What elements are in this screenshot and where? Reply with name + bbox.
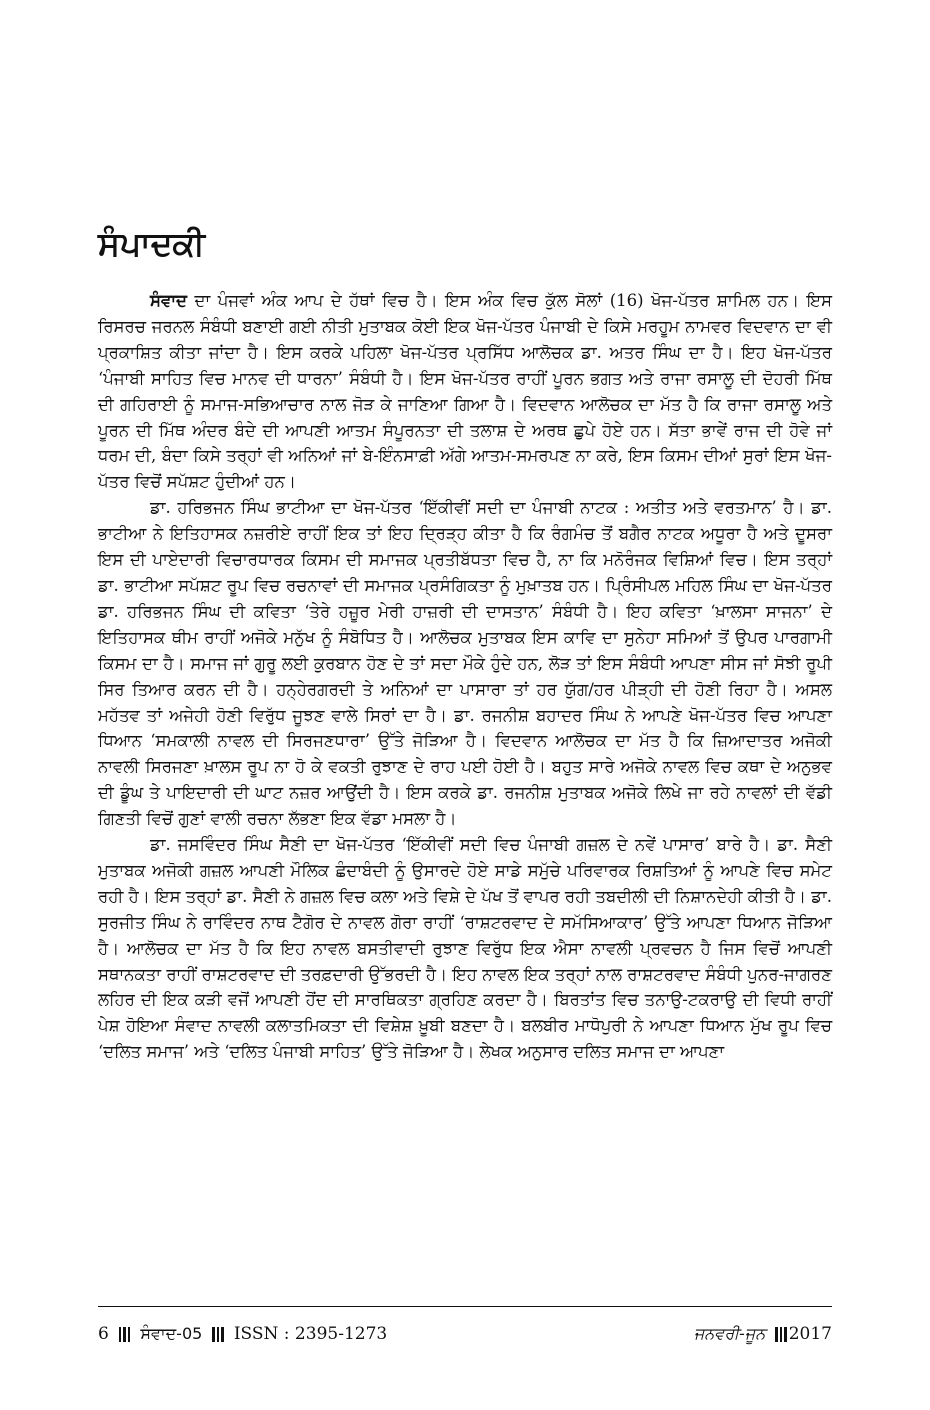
paragraph [98, 288, 832, 495]
triple-bar-icon [119, 1327, 131, 1342]
issue-period: ਜਨਵਰੀ-ਜੂਨ [693, 1324, 766, 1343]
page-footer [98, 1322, 832, 1346]
page-number: 6 [98, 1324, 109, 1344]
triple-bar-icon [775, 1327, 787, 1342]
issue-year: 2017 [788, 1324, 832, 1344]
paragraph [98, 832, 832, 1065]
paragraph-text: ਦਾ ਪੰਜਵਾਂ ਅੰਕ ਆਪ ਦੇ ਹੱਥਾਂ ਵਿਚ ਹੈ। ਇਸ ਅੰਕ ਵਿਚ ਕੁੱਲ ਸੋਲਾਂ (16) ਖੋਜ-ਪੱਤਰ ਸ਼ਾਮਿਲ ਹਨ। ਇਸ ਰਿਸਰਚ ਜਰਨਲ ਸੰਬੰਧੀ ਬਣਾਈ ਗਈ ਨੀਤੀ ਮੁਤਾਬਕ ਕੋਈ ਇਕ ਖੋਜ-ਪੱਤਰ ਪੰਜਾਬੀ ਦੇ ਕਿਸੇ ਮਰਹੂਮ ਨਾਮਵਰ ਵਿਦਵਾਨ ਦਾ ਵੀ ਪ੍ਰਕਾਸ਼ਿਤ ਕੀਤਾ ਜਾਂਦਾ ਹੈ। ਇਸ ਕਰਕੇ ਪਹਿਲਾ ਖੋਜ-ਪੱਤਰ ਪ੍ਰਸਿੱਧ ਆਲੋਚਕ ਡਾ. ਅਤਰ ਸਿੰਘ ਦਾ ਹੈ। ਇਹ ਖੋਜ-ਪੱਤਰ ‘ਪੰਜਾਬੀ ਸਾਹਿਤ ਵਿਚ ਮਾਨਵ ਦੀ ਧਾਰਨਾ’ ਸੰਬੰਧੀ ਹੈ। ਇਸ ਖੋਜ-ਪੱਤਰ ਰਾਹੀਂ ਪੂਰਨ ਭਗਤ ਅਤੇ ਰਾਜਾ ਰਸਾਲੂ ਦੀ ਦੋਹਰੀ ਮਿੱਥ ਦੀ ਗਹਿਰਾਈ ਨੂੰ ਸਮਾਜ-ਸਭਿਆਚਾਰ ਨਾਲ ਜੋੜ ਕੇ ਜਾਣਿਆ ਗਿਆ ਹੈ। ਵਿਦਵਾਨ ਆਲੋਚਕ ਦਾ ਮੱਤ ਹੈ ਕਿ ਰਾਜਾ ਰਸਾਲੂ ਅਤੇ ਪੂਰਨ ਦੀ ਮਿੱਥ ਅੰਦਰ ਬੰਦੇ ਦੀ ਆਪਣੀ ਆਤਮ ਸੰਪੂਰਨਤਾ ਦੀ ਤਲਾਸ਼ ਦੇ ਅਰਥ ਛੁਪੇ ਹੋਏ ਹਨ। ਸੱਤਾ ਭਾਵੇਂ ਰਾਜ ਦੀ ਹੋਵੇ ਜਾਂ ਧਰਮ ਦੀ, ਬੰਦਾ ਕਿਸੇ ਤਰ੍ਹਾਂ ਵੀ ਅਨਿਆਂ ਜਾਂ ਬੇ-ਇੰਨਸਾਫ਼ੀ ਅੱਗੇ ਆਤਮ-ਸਮਰਪਣ ਨਾ ਕਰੇ, ਇਸ ਕਿਸਮ ਦੀਆਂ ਸੁਰਾਂ ਇਸ ਖੋਜ-ਪੱਤਰ ਵਿਚੋਂ ਸਪੱਸ਼ਟ ਹੁੰਦੀਆਂ ਹਨ। [98, 291, 832, 492]
triple-bar-icon [212, 1327, 224, 1342]
paragraph [98, 495, 832, 832]
paragraph-text: ਡਾ. ਹਰਿਭਜਨ ਸਿੰਘ ਭਾਟੀਆ ਦਾ ਖੋਜ-ਪੱਤਰ ‘ਇੱਕੀਵੀਂ ਸਦੀ ਦਾ ਪੰਜਾਬੀ ਨਾਟਕ : ਅਤੀਤ ਅਤੇ ਵਰਤਮਾਨ’ ਹੈ। ਡਾ. ਭਾਟੀਆ ਨੇ ਇਤਿਹਾਸਕ ਨਜ਼ਰੀਏ ਰਾਹੀਂ ਇਕ ਤਾਂ ਇਹ ਦ੍ਰਿੜ੍ਹ ਕੀਤਾ ਹੈ ਕਿ ਰੰਗਮੰਚ ਤੋਂ ਬਗੈਰ ਨਾਟਕ ਅਧੂਰਾ ਹੈ ਅਤੇ ਦੂਸਰਾ ਇਸ ਦੀ ਪਾਏਦਾਰੀ ਵਿਚਾਰਧਾਰਕ ਕਿਸਮ ਦੀ ਸਮਾਜਕ ਪ੍ਰਤੀਬੱਧਤਾ ਵਿਚ ਹੈ, ਨਾ ਕਿ ਮਨੋਰੰਜਕ ਵਿਸ਼ਿਆਂ ਵਿਚ। ਇਸ ਤਰ੍ਹਾਂ ਡਾ. ਭਾਟੀਆ ਸਪੱਸ਼ਟ ਰੂਪ ਵਿਚ ਰਚਨਾਵਾਂ ਦੀ ਸਮਾਜਕ ਪ੍ਰਸੰਗਿਕਤਾ ਨੂੰ ਮੁਖ਼ਾਤਬ ਹਨ। ਪ੍ਰਿੰਸੀਪਲ ਮਹਿਲ ਸਿੰਘ ਦਾ ਖੋਜ-ਪੱਤਰ ਡਾ. ਹਰਿਭਜਨ ਸਿੰਘ ਦੀ ਕਵਿਤਾ ‘ਤੇਰੇ ਹਜ਼ੂਰ ਮੇਰੀ ਹਾਜ਼ਰੀ ਦੀ ਦਾਸਤਾਨ’ ਸੰਬੰਧੀ ਹੈ। ਇਹ ਕਵਿਤਾ ‘ਖ਼ਾਲਸਾ ਸਾਜਨਾ’ ਦੇ ਇਤਿਹਾਸਕ ਥੀਮ ਰਾਹੀਂ ਅਜੋਕੇ ਮਨੁੱਖ ਨੂੰ ਸੰਬੋਧਿਤ ਹੈ। ਆਲੋਚਕ ਮੁਤਾਬਕ ਇਸ ਕਾਵਿ ਦਾ ਸੁਨੇਹਾ ਸਮਿਆਂ ਤੋਂ ਉਪਰ ਪਾਰਗਾਮੀ ਕਿਸਮ ਦਾ ਹੈ। ਸਮਾਜ ਜਾਂ ਗੁਰੂ ਲਈ ਕੁਰਬਾਨ ਹੋਣ ਦੇ ਤਾਂ ਸਦਾ ਮੌਕੇ ਹੁੰਦੇ ਹਨ, ਲੋੜ ਤਾਂ ਇਸ ਸੰਬੰਧੀ ਆਪਣਾ ਸੀਸ ਜਾਂ ਸੋਝੀ ਰੂਪੀ ਸਿਰ ਤਿਆਰ ਕਰਨ ਦੀ ਹੈ। ਹਨ੍ਹੇਰਗਰਦੀ ਤੇ ਅਨਿਆਂ ਦਾ ਪਾਸਾਰਾ ਤਾਂ ਹਰ ਯੁੱਗ/ਹਰ ਪੀੜ੍ਹੀ ਦੀ ਹੋਣੀ ਰਿਹਾ ਹੈ। ਅਸਲ ਮਹੱਤਵ ਤਾਂ ਅਜੇਹੀ ਹੋਣੀ ਵਿਰੁੱਧ ਜੂਝਣ ਵਾਲੇ ਸਿਰਾਂ ਦਾ ਹੈ। ਡਾ. ਰਜਨੀਸ਼ ਬਹਾਦਰ ਸਿੰਘ ਨੇ ਆਪਣੇ ਖੋਜ-ਪੱਤਰ ਵਿਚ ਆਪਣਾ ਧਿਆਨ ‘ਸਮਕਾਲੀ ਨਾਵਲ ਦੀ ਸਿਰਜਣਧਾਰਾ’ ਉੱਤੇ ਜੋੜਿਆ ਹੈ। ਵਿਦਵਾਨ ਆਲੋਚਕ ਦਾ ਮੱਤ ਹੈ ਕਿ ਜ਼ਿਆਦਾਤਰ ਅਜੋਕੀ ਨਾਵਲੀ ਸਿਰਜਣਾ ਖ਼ਾਲਸ ਰੂਪ ਨਾ ਹੋ ਕੇ ਵਕਤੀ ਰੁਝਾਣ ਦੇ ਰਾਹ ਪਈ ਹੋਈ ਹੈ। ਬਹੁਤ ਸਾਰੇ ਅਜੋਕੇ ਨਾਵਲ ਵਿਚ ਕਥਾ ਦੇ ਅਨੁਭਵ ਦੀ ਡੂੰਘ ਤੇ ਪਾਇਦਾਰੀ ਦੀ ਘਾਟ ਨਜ਼ਰ ਆਉਂਦੀ ਹੈ। ਇਸ ਕਰਕੇ ਡਾ. ਰਜਨੀਸ਼ ਮੁਤਾਬਕ ਅਜੋਕੇ ਲਿਖੇ ਜਾ ਰਹੇ ਨਾਵਲਾਂ ਦੀ ਵੱਡੀ ਗਿਣਤੀ ਵਿਚੋਂ ਗੁਣਾਂ ਵਾਲੀ ਰਚਨਾ ਲੱਭਣਾ ਇਕ ਵੱਡਾ ਮਸਲਾ ਹੈ। [98, 498, 833, 829]
issn-number: ISSN : 2395-1273 [233, 1324, 388, 1344]
footer-left [98, 1322, 387, 1346]
footer-divider [98, 1306, 832, 1307]
paragraph-text: ਡਾ. ਜਸਵਿੰਦਰ ਸਿੰਘ ਸੈਣੀ ਦਾ ਖੋਜ-ਪੱਤਰ ‘ਇੱਕੀਵੀਂ ਸਦੀ ਵਿਚ ਪੰਜਾਬੀ ਗਜ਼ਲ ਦੇ ਨਵੇਂ ਪਾਸਾਰ’ ਬਾਰੇ ਹੈ। ਡਾ. ਸੈਣੀ ਮੁਤਾਬਕ ਅਜੋਕੀ ਗਜ਼ਲ ਆਪਣੀ ਮੌਲਿਕ ਛੰਦਾਬੰਦੀ ਨੂੰ ਉਸਾਰਦੇ ਹੋਏ ਸਾਡੇ ਸਮੁੱਚੇ ਪਰਿਵਾਰਕ ਰਿਸ਼ਤਿਆਂ ਨੂੰ ਆਪਣੇ ਵਿਚ ਸਮੇਟ ਰਹੀ ਹੈ। ਇਸ ਤਰ੍ਹਾਂ ਡਾ. ਸੈਣੀ ਨੇ ਗਜ਼ਲ ਵਿਚ ਕਲਾ ਅਤੇ ਵਿਸ਼ੇ ਦੇ ਪੱਖ ਤੋਂ ਵਾਪਰ ਰਹੀ ਤਬਦੀਲੀ ਦੀ ਨਿਸ਼ਾਨਦੇਹੀ ਕੀਤੀ ਹੈ। ਡਾ. ਸੁਰਜੀਤ ਸਿੰਘ ਨੇ ਰਾਵਿੰਦਰ ਨਾਥ ਟੈਗੋਰ ਦੇ ਨਾਵਲ ਗੋਰਾ ਰਾਹੀਂ ‘ਰਾਸ਼ਟਰਵਾਦ ਦੇ ਸਮੱਸਿਆਕਾਰ’ ਉੱਤੇ ਆਪਣਾ ਧਿਆਨ ਜੋੜਿਆ ਹੈ। ਆਲੋਚਕ ਦਾ ਮੱਤ ਹੈ ਕਿ ਇਹ ਨਾਵਲ ਬਸਤੀਵਾਦੀ ਰੁਝਾਣ ਵਿਰੁੱਧ ਇਕ ਐਸਾ ਨਾਵਲੀ ਪ੍ਰਵਚਨ ਹੈ ਜਿਸ ਵਿਚੋਂ ਆਪਣੀ ਸਥਾਨਕਤਾ ਰਾਹੀਂ ਰਾਸ਼ਟਰਵਾਦ ਦੀ ਤਰਫ਼ਦਾਰੀ ਉੱਭਰਦੀ ਹੈ। ਇਹ ਨਾਵਲ ਇਕ ਤਰ੍ਹਾਂ ਨਾਲ ਰਾਸ਼ਟਰਵਾਦ ਸੰਬੰਧੀ ਪੁਨਰ-ਜਾਗਰਣ ਲਹਿਰ ਦੀ ਇਕ ਕੜੀ ਵਜੋਂ ਆਪਣੀ ਹੋਂਦ ਦੀ ਸਾਰਥਿਕਤਾ ਗ੍ਰਹਿਣ ਕਰਦਾ ਹੈ। ਬਿਰਤਾਂਤ ਵਿਚ ਤਨਾਉ-ਟਕਰਾਉ ਦੀ ਵਿਧੀ ਰਾਹੀਂ ਪੇਸ਼ ਹੋਇਆ ਸੰਵਾਦ ਨਾਵਲੀ ਕਲਾਤਮਿਕਤਾ ਦੀ ਵਿਸ਼ੇਸ਼ ਖ਼ੂਬੀ ਬਣਦਾ ਹੈ। ਬਲਬੀਰ ਮਾਧੋਪੁਰੀ ਨੇ ਆਪਣਾ ਧਿਆਨ ਮੁੱਖ ਰੂਪ ਵਿਚ ‘ਦਲਿਤ ਸਮਾਜ’ ਅਤੇ ‘ਦਲਿਤ ਪੰਜਾਬੀ ਸਾਹਿਤ’ ਉੱਤੇ ਜੋੜਿਆ ਹੈ। ਲੇਖਕ ਅਨੁਸਾਰ ਦਲਿਤ ਸਮਾਜ ਦਾ ਆਪਣਾ [98, 835, 832, 1062]
editorial-body [98, 288, 832, 1065]
journal-name-lead: ਸੰਵਾਦ [150, 291, 187, 310]
footer-right [694, 1322, 832, 1346]
journal-issue: ਸੰਵਾਦ-05 [140, 1324, 203, 1343]
page-title: ਸੰਪਾਦਕੀ [98, 224, 205, 263]
